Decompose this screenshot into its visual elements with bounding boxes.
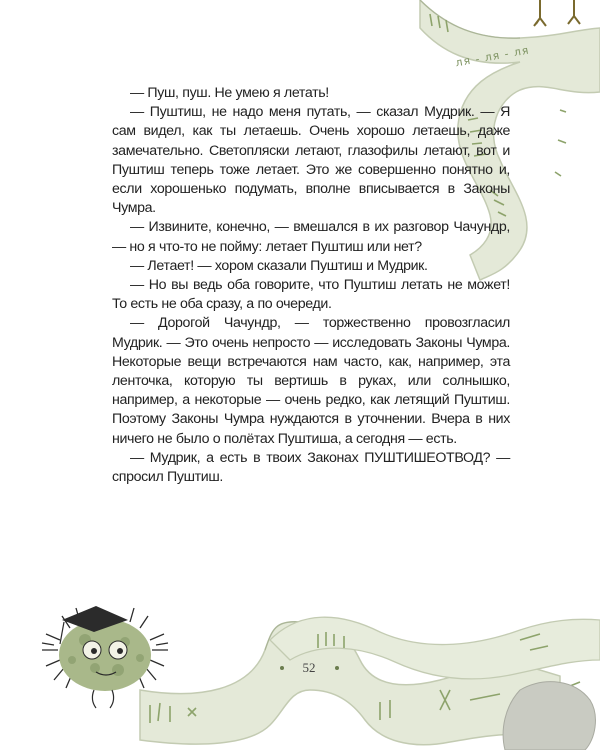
paragraph-5: — Но вы ведь оба говорите, что Пуштиш летать не может! То есть не оба сразу, а по очереди. <box>112 277 510 313</box>
paragraph-7: — Мудрик, а есть в твоих Законах ПУШТИШЕОТВОД? — спросил Пуштиш. <box>112 449 510 486</box>
page-number: 52 <box>302 660 316 675</box>
paragraph-3: — Извините, конечно, — вмешался в их разговор Чачундр, — но я что-то не пойму: летает Пуштиш или нет? <box>112 219 510 255</box>
paragraph-1: — Пуш, пуш. Не умею я летать! <box>130 85 329 101</box>
scroll-lettering: ля - ля - ля <box>454 43 531 70</box>
paragraph-6: — Дорогой Чачундр, — торжественно провозгласил Мудрик. — Это очень непросто — исследовать Законы Чумра. Некоторые вещи встречаются нам часто, как, например, эта ленточка, которую ты вертишь в руках, или солнышко, например, а некоторые — очень редко, как летящий Пуштиш. Поэтому Законы Чумра нуждаются в уточнении. Вчера в них ничего не было о полётах Пуштиша, а сегодня — есть. <box>112 315 510 447</box>
paragraph-2: — Пуштиш, не надо меня путать, — сказал Мудрик. — Я сам видел, как ты летаешь. Очень хорошо летаешь, даже замечательно. Светопляски летают, глазофилы летают, вот и Пуштиш теперь тоже летает. Это же совершенно понятно и, если хорошенько подумать, вполне вписывается в Законы Чумра. <box>112 104 510 217</box>
paragraph-4: — Летает! — хором сказали Пуштиш и Мудрик. <box>130 257 428 274</box>
scroll-ribbon-bottom <box>140 617 600 750</box>
